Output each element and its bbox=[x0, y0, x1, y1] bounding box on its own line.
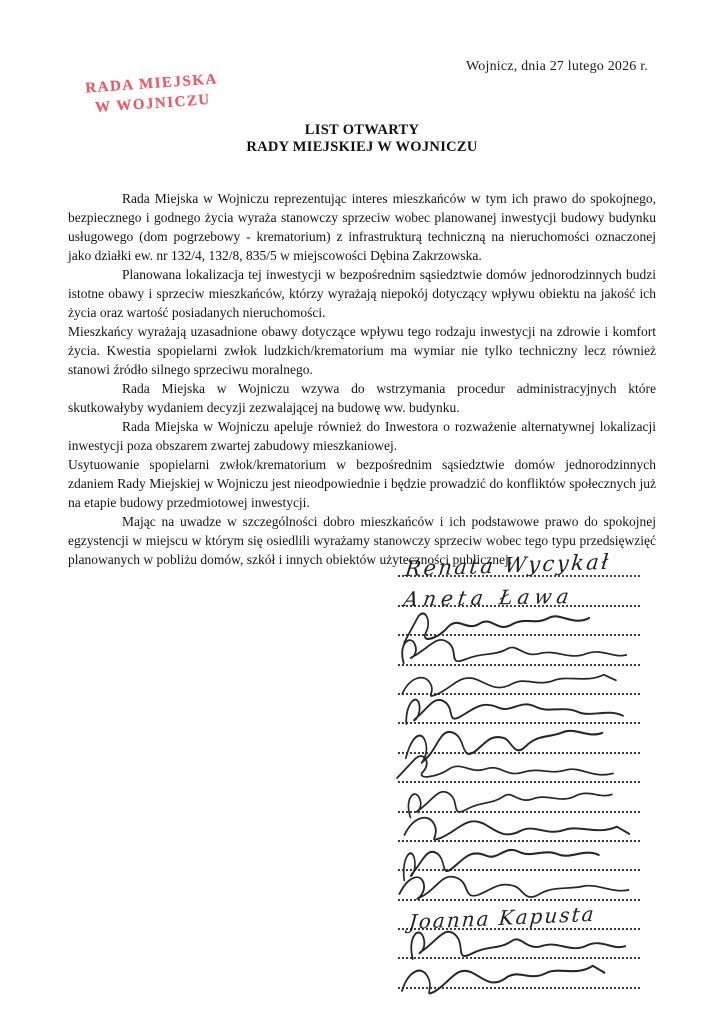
signature-text: Joanna Kapusta bbox=[408, 901, 597, 935]
paragraph: Mieszkańcy wyrażają uzasadnione obawy dotyczące wpływu tego rodzaju inwestycji na zdrowie i komfort życia. Kwestia spopielarni zwłok ludzkich/krematorium ma wymiar nie tylko techniczny lecz również stanowi źródło silnego sprzeciwu moralnego. bbox=[68, 324, 656, 377]
signature-row bbox=[398, 607, 640, 636]
signature-block bbox=[398, 548, 640, 989]
signature-row bbox=[398, 724, 640, 753]
stamp-line-2: W WOJNICZU bbox=[94, 91, 212, 116]
paragraph: Rada Miejska w Wojniczu reprezentując interes mieszkańców w tym ich prawo do spokojnego, bezpiecznego i godnego życia wyraża stanowczy sprzeciw wobec planowanej inwestycji budowy budynku usługowego (dom pogrzebowy - krematorium) z infrastrukturą techniczną na nieruchomości oznaczonej jako działki ew. nr 132/4, 132/8, 835/5 w miejscowości Dębina Zakrzowska. bbox=[68, 191, 656, 263]
council-stamp bbox=[85, 69, 220, 118]
letter-title bbox=[0, 122, 724, 156]
letter-body bbox=[68, 189, 656, 569]
signature-row bbox=[398, 842, 640, 871]
paragraph: Planowana lokalizacja tej inwestycji w bezpośrednim sąsiedztwie domów jednorodzinnych budzi istotne obawy i sprzeciw mieszkańców, którzy wyrażają niepokój dotyczący wpływu obiektu na jakość ich życia oraz wartość posiadanych nieruchomości. bbox=[68, 267, 656, 320]
signature-row bbox=[398, 548, 640, 582]
paragraph: Mając na uwadze w szczególności dobro mieszkańców i ich podstawowe prawo do spokojnej egzystencji w miejscu w którym się osiedlili wyrażamy stanowczy sprzeciw wobec tego typu przedsięwzięć planowanych w pobliżu domów, szkół i innych obiektów użyteczności publicznej. bbox=[68, 514, 656, 567]
signature-text: Aneta Ława bbox=[402, 583, 576, 611]
date-line: Wojnicz, dnia 27 lutego 2026 r. bbox=[466, 59, 648, 74]
title-line-1: LIST OTWARTY bbox=[304, 122, 420, 138]
stamp-line-1: RADA MIEJSKA bbox=[84, 71, 219, 97]
signature-row bbox=[398, 754, 640, 783]
signature-row bbox=[398, 636, 640, 665]
paragraph: Usytuowanie spopielarni zwłok/krematorium w bezpośrednim sąsiedztwie domów jednorodzinnych zdaniem Rady Miejskiej w Wojniczu jest nieodpowiednie i będzie prowadzić do konfliktów społecznych już na etapie budowy przedmiotowej inwestycji. bbox=[68, 457, 656, 510]
signature-text: Renata Wycykał bbox=[404, 550, 613, 582]
paragraph: Rada Miejska w Wojniczu wzywa do wstrzymania procedur administracyjnych które skutkowałyby wydaniem decyzji zezwalającej na budowę ww. budynku. bbox=[68, 381, 656, 415]
title-line-2: RADY MIEJSKIEJ W WOJNICZU bbox=[246, 139, 478, 155]
paragraph: Rada Miejska w Wojniczu apeluje również do Inwestora o rozważenie alternatywnej lokalizacji inwestycji poza obszarem zwartej zabudowy mieszkaniowej. bbox=[68, 419, 656, 453]
signature-row bbox=[398, 959, 640, 988]
signature-scribble bbox=[398, 950, 609, 1006]
signature-row bbox=[398, 871, 640, 900]
